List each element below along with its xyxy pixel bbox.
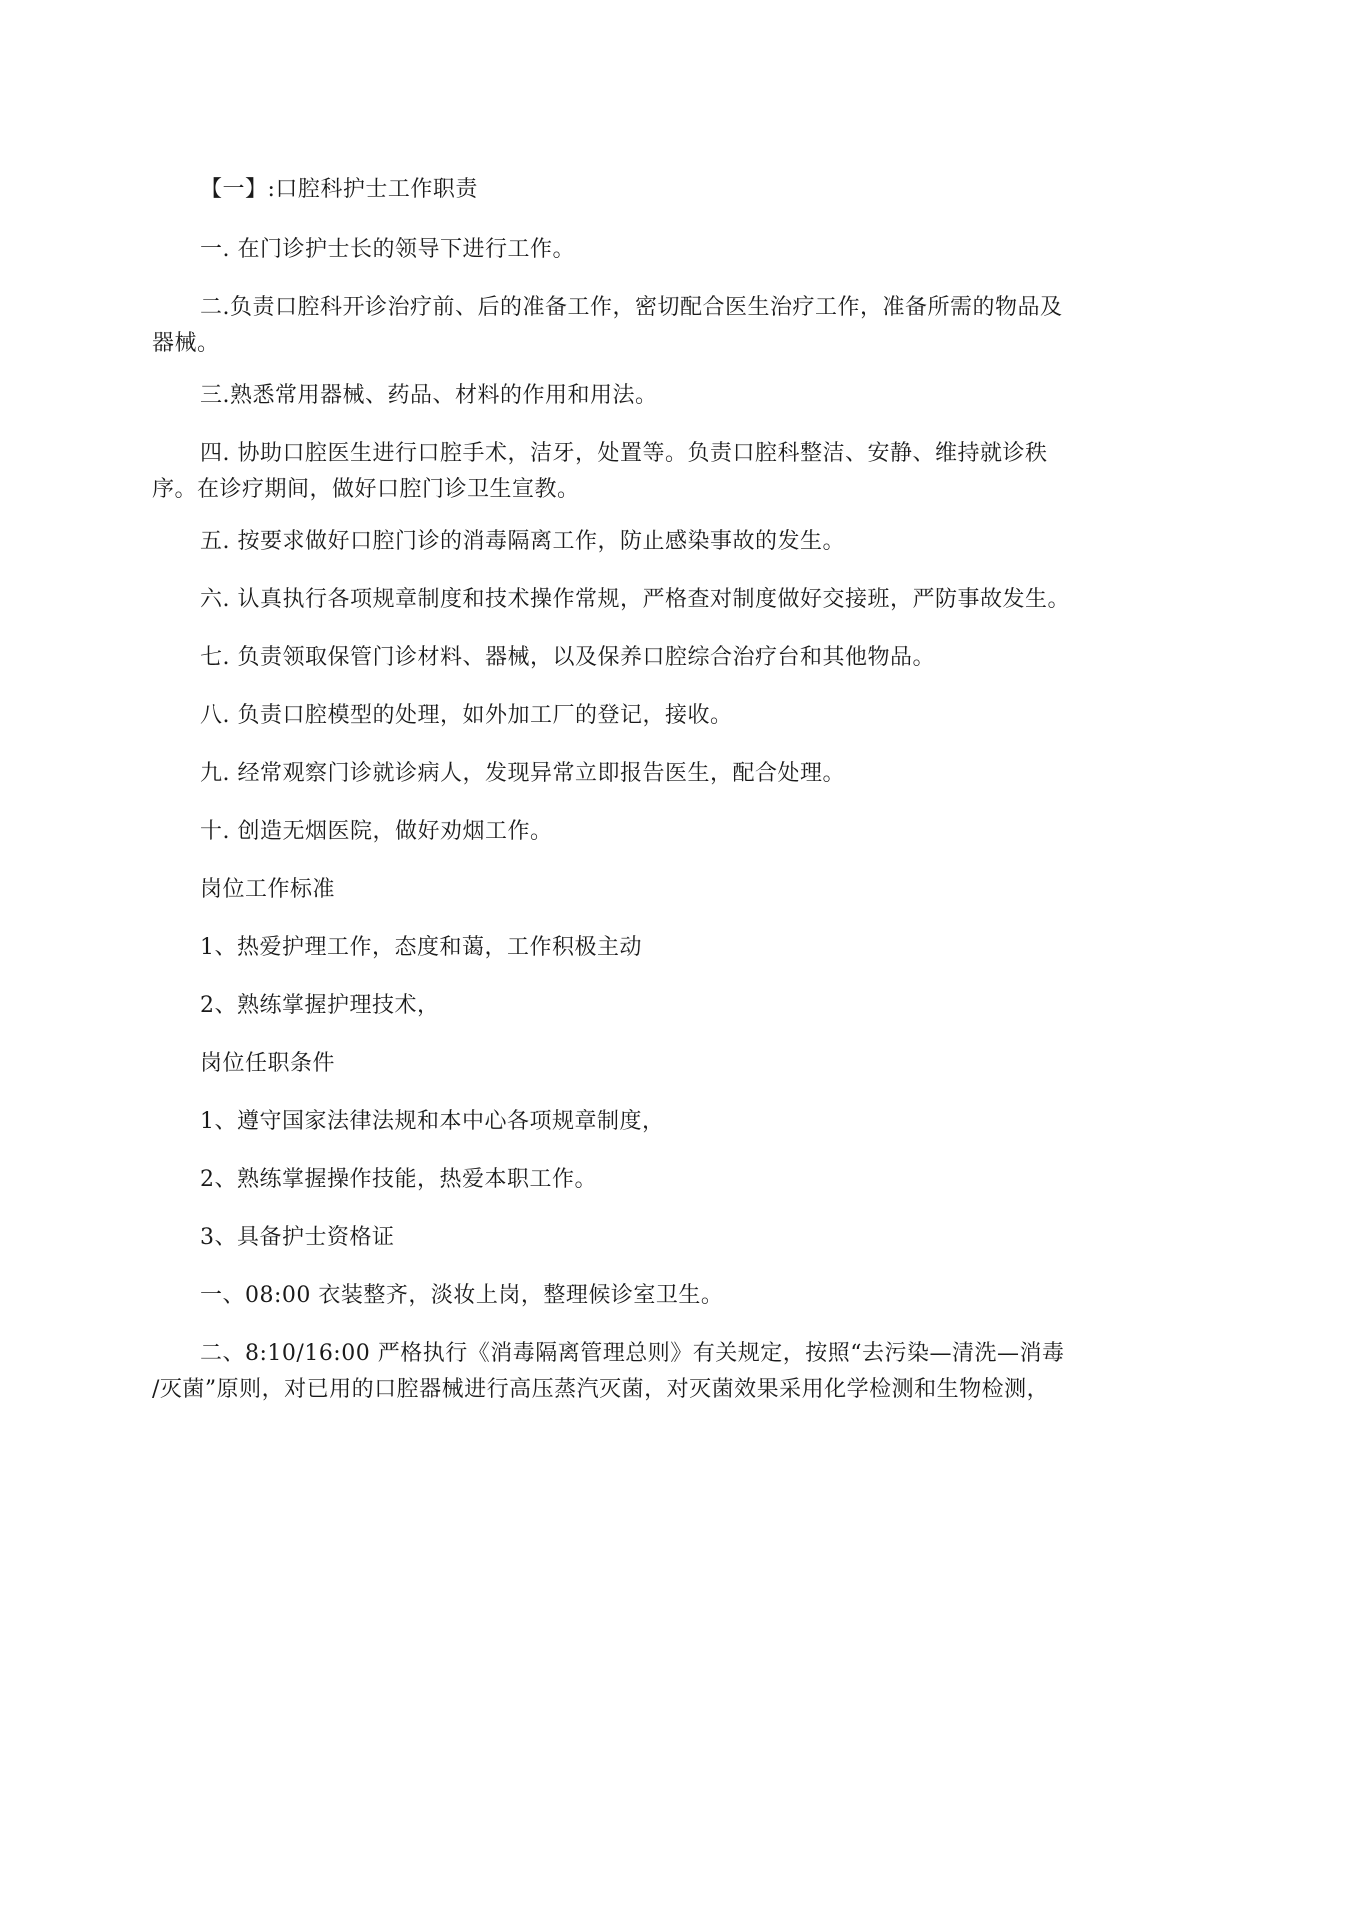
- schedule-item-1: 一、08:00 衣装整齐，淡妆上岗，整理候诊室卫生。: [200, 1283, 724, 1308]
- duty-item-9: 九. 经常观察门诊就诊病人，发现异常立即报告医生，配合处理。: [200, 761, 845, 786]
- duty-item-3: 三.熟悉常用器械、药品、材料的作用和用法。: [200, 383, 658, 408]
- duty-item-5: 五. 按要求做好口腔门诊的消毒隔离工作，防止感染事故的发生。: [200, 529, 845, 554]
- duty-item-4: [152, 436, 1170, 508]
- schedule-item-2-line-1: 二、8:10/16:00 严格执行《消毒隔离管理总则》有关规定，按照“去污染—清洗—消毒: [200, 1341, 1065, 1366]
- duty-item-1: 一. 在门诊护士长的领导下进行工作。: [200, 237, 575, 262]
- requirement-item-2: 2、熟练掌握操作技能，热爱本职工作。: [200, 1167, 597, 1192]
- duty-item-2-line-2: 器械。: [152, 331, 220, 356]
- duty-item-4-line-2: 序。在诊疗期间，做好口腔门诊卫生宣教。: [152, 477, 580, 502]
- duty-item-10: 十. 创造无烟医院，做好劝烟工作。: [200, 819, 553, 844]
- requirement-item-3: 3、具备护士资格证: [200, 1225, 395, 1250]
- schedule-item-2: [152, 1336, 1170, 1408]
- standard-title: 岗位工作标准: [200, 877, 336, 902]
- standard-item-1: 1、热爱护理工作，态度和蔼，工作积极主动: [200, 935, 642, 960]
- standard-item-2: 2、熟练掌握护理技术，: [200, 993, 440, 1018]
- schedule-item-2-line-2: /灭菌”原则，对已用的口腔器械进行高压蒸汽灭菌，对灭菌效果采用化学检测和生物检测，: [152, 1377, 1050, 1402]
- document-heading: 【一】:口腔科护士工作职责: [200, 177, 478, 202]
- duty-item-7: 七. 负责领取保管门诊材料、器械，以及保养口腔综合治疗台和其他物品。: [200, 645, 935, 670]
- requirements-title: 岗位任职条件: [200, 1051, 336, 1076]
- duty-item-6: 六. 认真执行各项规章制度和技术操作常规，严格查对制度做好交接班，严防事故发生。: [200, 587, 1070, 612]
- duty-item-2-line-1: 二.负责口腔科开诊治疗前、后的准备工作，密切配合医生治疗工作，准备所需的物品及: [200, 295, 1063, 320]
- duty-item-2: [152, 290, 1170, 362]
- requirement-item-1: 1、遵守国家法律法规和本中心各项规章制度，: [200, 1109, 665, 1134]
- duty-item-8: 八. 负责口腔模型的处理，如外加工厂的登记，接收。: [200, 703, 733, 728]
- duty-item-4-line-1: 四. 协助口腔医生进行口腔手术，洁牙，处置等。负责口腔科整洁、安静、维持就诊秩: [200, 441, 1048, 466]
